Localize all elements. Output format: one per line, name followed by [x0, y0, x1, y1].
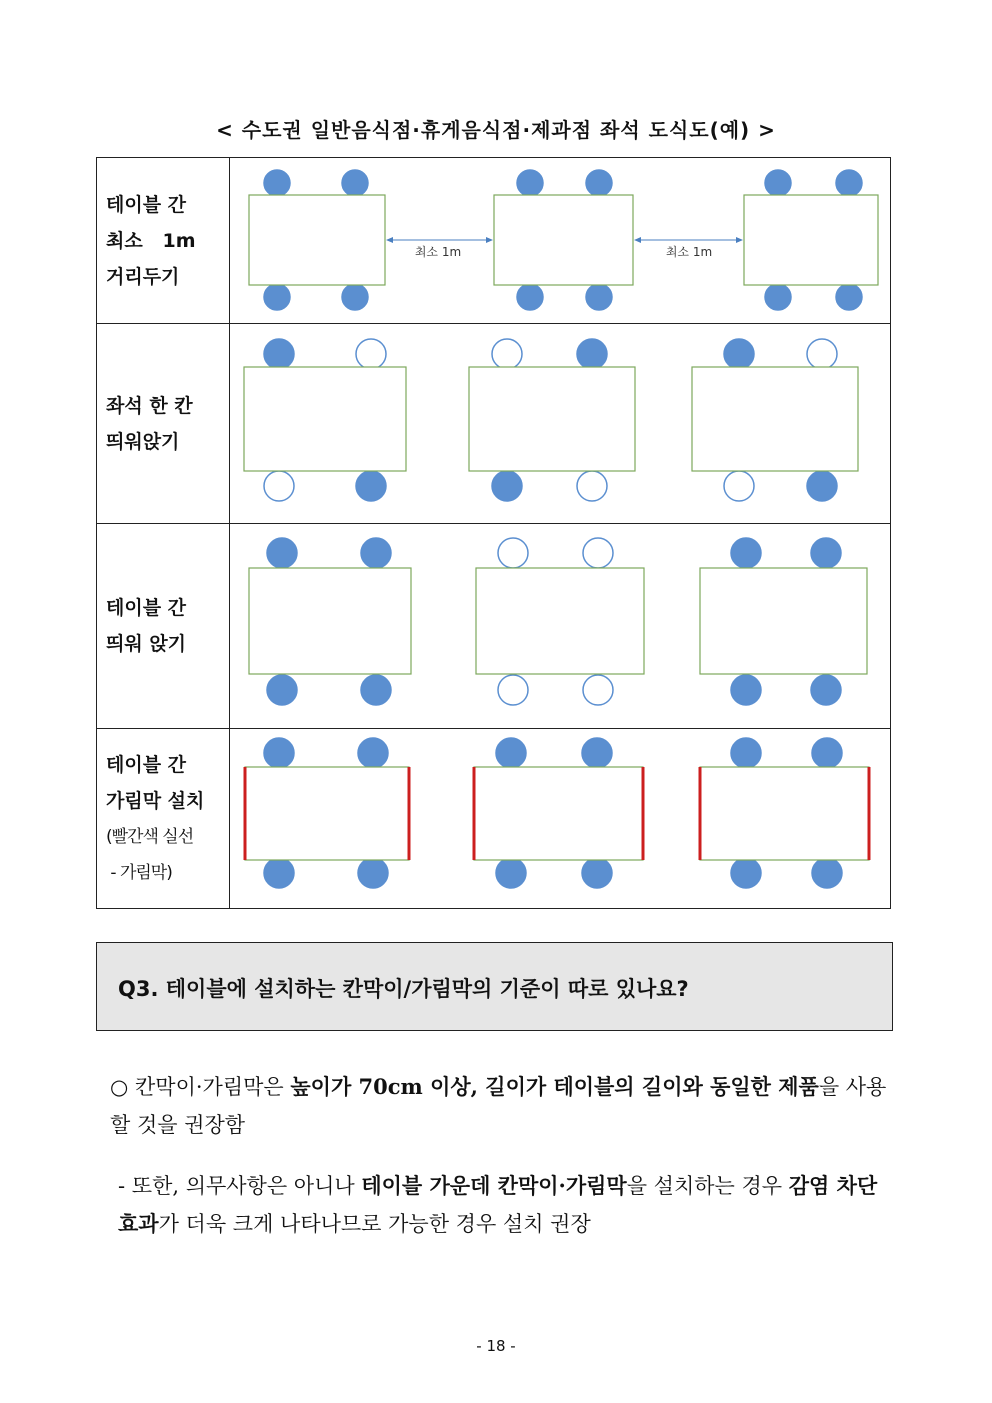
- occupied-seat: [496, 738, 526, 768]
- question-text: Q3. 테이블에 설치하는 칸막이/가림막의 기준이 따로 있나요?: [118, 977, 689, 1001]
- row-label-skip-seat: [97, 324, 230, 524]
- empty-seat: [807, 339, 837, 369]
- occupied-seat: [724, 339, 754, 369]
- occupied-seat: [358, 858, 388, 888]
- table: [700, 568, 867, 674]
- answer-paragraph-2: [118, 1167, 900, 1243]
- occupied-seat: [356, 471, 386, 501]
- occupied-seat: [264, 170, 290, 196]
- table: [692, 367, 858, 471]
- answer-paragraph-1: [110, 1068, 900, 1144]
- label-line: 가림막 설치: [106, 789, 205, 812]
- seating-diagram-table: [96, 157, 891, 909]
- arrow-head: [386, 237, 393, 243]
- arrow-head: [634, 237, 641, 243]
- distance-label: 최소 1m: [414, 244, 462, 259]
- diagram-skip-table: [230, 525, 900, 728]
- occupied-seat: [586, 170, 612, 196]
- occupied-seat: [765, 284, 791, 310]
- text: 을 사용할 것을 권장함: [110, 1075, 887, 1137]
- row-skip-seat: [97, 324, 891, 524]
- occupied-seat: [264, 858, 294, 888]
- table: [469, 367, 635, 471]
- occupied-seat: [358, 738, 388, 768]
- label-line: 최소 1m: [106, 229, 196, 252]
- empty-seat: [577, 471, 607, 501]
- occupied-seat: [264, 738, 294, 768]
- table: [700, 767, 869, 860]
- question-box: [96, 942, 893, 1031]
- occupied-seat: [267, 675, 297, 705]
- occupied-seat: [361, 675, 391, 705]
- occupied-seat: [812, 738, 842, 768]
- label-line: 좌석 한 칸: [106, 394, 193, 417]
- label-line: 띄워 앉기: [106, 633, 187, 655]
- text: 또한, 의무사항은 아니나: [131, 1174, 362, 1198]
- empty-seat: [492, 339, 522, 369]
- table: [474, 767, 643, 860]
- occupied-seat: [765, 170, 791, 196]
- label-line: 띄워앉기: [106, 430, 180, 453]
- empty-seat: [498, 675, 528, 705]
- occupied-seat: [496, 858, 526, 888]
- label-line: 테이블 간: [106, 753, 187, 776]
- text: 칸막이·가림막은: [135, 1075, 291, 1099]
- occupied-seat: [582, 738, 612, 768]
- row-label-partition: [97, 729, 230, 909]
- label-line: 테이블 간: [106, 193, 187, 216]
- occupied-seat: [731, 738, 761, 768]
- occupied-seat: [811, 538, 841, 568]
- empty-seat: [498, 538, 528, 568]
- occupied-seat: [731, 675, 761, 705]
- label-note: - 가림막): [106, 862, 172, 883]
- occupied-seat: [836, 284, 862, 310]
- occupied-seat: [267, 538, 297, 568]
- row-label-skip-table: [97, 524, 230, 729]
- table: [244, 367, 406, 471]
- figure-caption: < 수도권 일반음식점·휴게음식점·제과점 좌석 도식도(예) >: [216, 118, 776, 142]
- occupied-seat: [342, 284, 368, 310]
- occupied-seat: [836, 170, 862, 196]
- row-distance: [97, 158, 891, 324]
- row-label-distance: [97, 158, 230, 324]
- occupied-seat: [361, 538, 391, 568]
- occupied-seat: [812, 858, 842, 888]
- diagram-distance: [230, 159, 900, 323]
- row-skip-table: [97, 524, 891, 729]
- emphasis-text: 높이가 70cm 이상, 길이가 테이블의 길이와 동일한 제품: [290, 1074, 819, 1099]
- label-line: 거리두기: [106, 265, 180, 288]
- occupied-seat: [811, 675, 841, 705]
- occupied-seat: [586, 284, 612, 310]
- text: 을 설치하는 경우: [626, 1174, 789, 1198]
- table: [744, 195, 878, 285]
- table: [494, 195, 633, 285]
- dash-bullet: -: [118, 1174, 132, 1198]
- diagram-partition: [230, 730, 900, 908]
- occupied-seat: [264, 284, 290, 310]
- emphasis-text: 테이블 가운데 칸막이·가림막: [361, 1173, 627, 1198]
- occupied-seat: [517, 284, 543, 310]
- arrow-head: [486, 237, 493, 243]
- text: 가 더욱 크게 나타나므로 가능한 경우 설치 권장: [158, 1212, 591, 1236]
- label-line: 테이블 간: [106, 597, 187, 619]
- empty-seat: [724, 471, 754, 501]
- occupied-seat: [731, 858, 761, 888]
- distance-label: 최소 1m: [665, 244, 713, 259]
- emphasis-text: 감염 차단 효과: [118, 1173, 878, 1236]
- diagram-skip-seat: [230, 325, 900, 523]
- table: [245, 767, 409, 860]
- table: [249, 568, 411, 674]
- occupied-seat: [492, 471, 522, 501]
- table: [476, 568, 644, 674]
- page-number: - 18 -: [476, 1337, 516, 1355]
- empty-seat: [583, 538, 613, 568]
- circle-bullet: ○: [110, 1075, 129, 1099]
- empty-seat: [356, 339, 386, 369]
- arrow-head: [736, 237, 743, 243]
- row-partition: [97, 729, 891, 909]
- table: [249, 195, 385, 285]
- occupied-seat: [264, 339, 294, 369]
- empty-seat: [583, 675, 613, 705]
- label-note: (빨간색 실선: [106, 826, 194, 847]
- occupied-seat: [342, 170, 368, 196]
- occupied-seat: [807, 471, 837, 501]
- occupied-seat: [582, 858, 612, 888]
- occupied-seat: [517, 170, 543, 196]
- occupied-seat: [577, 339, 607, 369]
- occupied-seat: [731, 538, 761, 568]
- empty-seat: [264, 471, 294, 501]
